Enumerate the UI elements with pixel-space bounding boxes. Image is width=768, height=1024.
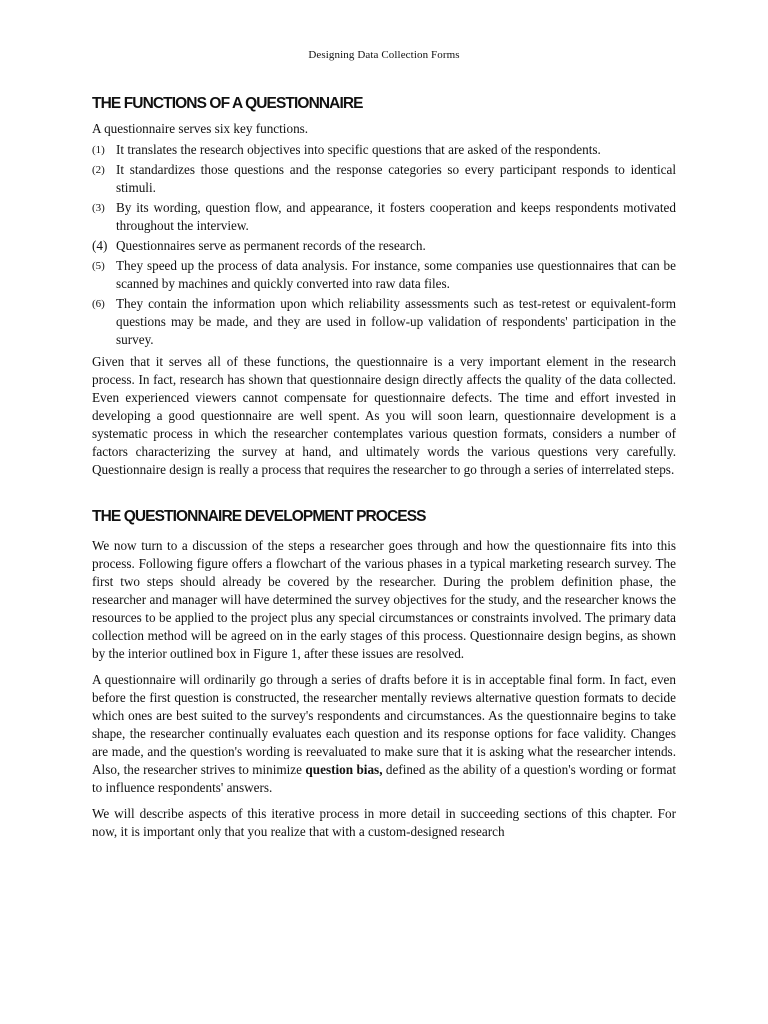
function-text: It translates the research objectives into specific questions that are asked of the respondents. — [116, 142, 601, 157]
function-number: (3) — [92, 202, 105, 214]
section-heading-functions: THE FUNCTIONS OF A QUESTIONNAIRE — [92, 95, 363, 112]
function-item-1 — [92, 141, 676, 159]
document-page — [92, 0, 676, 841]
function-item-5 — [92, 257, 676, 293]
paragraph-text: defined as the ability of a question's wording or format to influence respondents' answers. — [92, 762, 677, 795]
function-item-3 — [92, 199, 676, 235]
key-term-question-bias: question bias, — [305, 762, 383, 777]
function-number: (6) — [92, 298, 105, 310]
function-number: (5) — [92, 260, 105, 272]
functions-conclusion: Given that it serves all of these functions, the questionnaire is a very important element in the research process. In fact, research has shown that questionnaire design directly affects the quality of the data collected. Even experienced viewers cannot compensate for questionnaire defects. The time and effort invested in developing a good questionnaire are well spent. As you will soon learn, questionnaire development is a systematic process in which the researcher contemplates various question formats, considers a number of factors characterizing the survey at hand, and ultimately words the various questions very carefully. Questionnaire design is really a process that requires the researcher to go through a series of interrelated steps. — [92, 354, 676, 477]
function-number: (2) — [92, 164, 105, 176]
function-item-4 — [92, 237, 676, 255]
function-item-2 — [92, 161, 676, 197]
paragraph-text: A questionnaire will ordinarily go through a series of drafts before it is in acceptable final form. In fact, even before the first question is constructed, the researcher mentally reviews alternative question formats to decide which ones are best suited to the survey's respondents and circumstances. As the questionnaire begins to take shape, the researcher continually evaluates each question and its response options for face validity. Changes are made, and the question's wording is reevaluated to make sure that it is asking what the researcher intends. Also, the researcher strives to minimize — [92, 672, 676, 777]
functions-intro: A questionnaire serves six key functions. — [92, 121, 309, 136]
process-paragraph-2 — [92, 671, 676, 797]
function-text: They speed up the process of data analysis. For instance, some companies use questionnaires that can be scanned by machines and quickly converted into raw data files. — [116, 258, 676, 291]
running-header: Designing Data Collection Forms — [308, 49, 460, 61]
function-item-6 — [92, 295, 676, 349]
function-text: It standardizes those questions and the response categories so every participant responds to identical stimuli. — [116, 162, 676, 195]
function-text: Questionnaires serve as permanent records of the research. — [116, 238, 426, 253]
process-paragraph-1: We now turn to a discussion of the steps a researcher goes through and how the questionnaire fits into this process. Following figure offers a flowchart of the various phases in a typical marketing research survey. The first two steps should already be covered by the researcher. During the problem definition phase, the researcher and manager will have determined the survey objectives for the study, and the researcher knows the resources to be applied to the project plus any special circumstances or constraints involved. The primary data collection method will be agreed on in the early stages of this process. Questionnaire design begins, as shown by the interior outlined box in Figure 1, after these issues are resolved. — [92, 538, 676, 661]
function-number: (4) — [92, 238, 108, 253]
function-text: By its wording, question flow, and appearance, it fosters cooperation and keeps respondents motivated throughout the interview. — [116, 200, 676, 233]
function-text: They contain the information upon which reliability assessments such as test-retest or equivalent-form questions may be made, and they are used in follow-up validation of respondents' participation in the survey. — [116, 296, 676, 347]
functions-list — [92, 141, 676, 349]
function-number: (1) — [92, 144, 105, 156]
process-paragraph-3: We will describe aspects of this iterative process in more detail in succeeding sections of this chapter. For now, it is important only that you realize that with a custom-designed research — [92, 806, 676, 839]
section-heading-development-process: THE QUESTIONNAIRE DEVELOPMENT PROCESS — [92, 508, 426, 525]
